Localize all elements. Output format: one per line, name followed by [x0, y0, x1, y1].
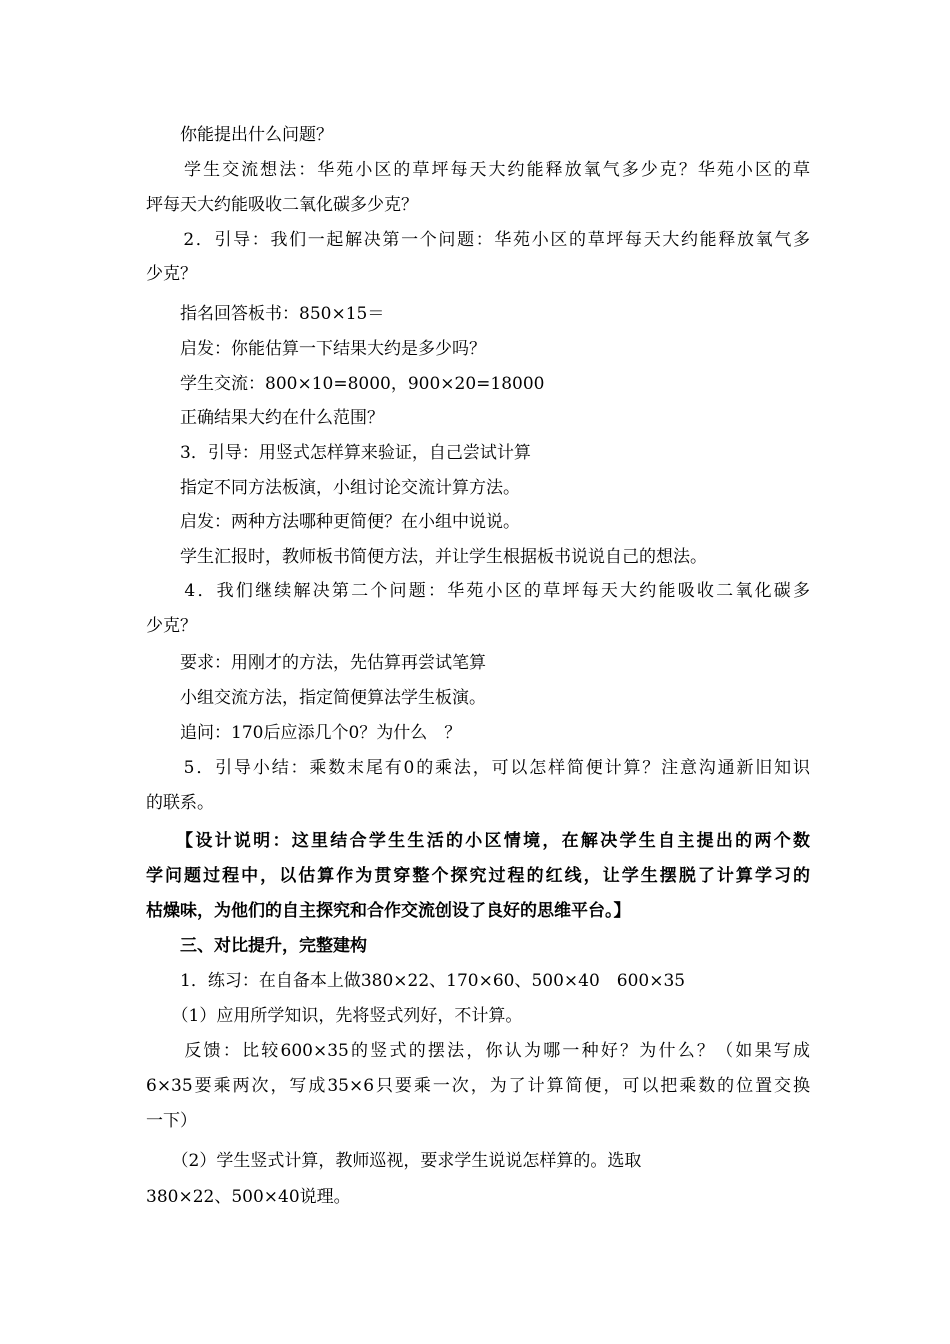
text-line-18: 追问：170后应添几个0？为什么 ？	[146, 723, 462, 743]
text-line-15: 少克？	[146, 616, 197, 636]
text-line-30: （2）学生竖式计算，教师巡视，要求学生说说怎样算的。选取	[146, 1151, 642, 1171]
text-line-3: 坪每天大约能吸收二氧化碳多少克？	[146, 195, 418, 215]
text-line-5: 少克？	[146, 264, 197, 284]
text-line-6: 指名回答板书：850×15＝	[146, 304, 385, 324]
design-note-line-2: 学问题过程中，以估算作为贯穿整个探究过程的红线，让学生摆脱了计算学习的	[146, 866, 810, 886]
text-line-1: 你能提出什么问题？	[146, 125, 333, 145]
text-line-12: 启发：两种方法哪种更简便？在小组中说说。	[146, 512, 520, 532]
text-line-17: 小组交流方法，指定简便算法学生板演。	[146, 688, 486, 708]
text-line-13: 学生汇报时，教师板书简便方法，并让学生根据板书说说自己的想法。	[146, 547, 707, 567]
text-line-4: 2．引导：我们一起解决第一个问题：华苑小区的草坪每天大约能释放氧气多	[146, 230, 810, 250]
text-line-11: 指定不同方法板演，小组讨论交流计算方法。	[146, 478, 520, 498]
text-line-10: 3．引导：用竖式怎样算来验证，自己尝试计算	[146, 443, 531, 463]
text-line-19: 5．引导小结：乘数末尾有0的乘法，可以怎样简便计算？注意沟通新旧知识	[146, 758, 810, 778]
text-line-16: 要求：用刚才的方法，先估算再尝试笔算	[146, 653, 486, 673]
text-line-2: 学生交流想法：华苑小区的草坪每天大约能释放氧气多少克？华苑小区的草	[146, 160, 810, 180]
text-line-31: 380×22、500×40说理。	[146, 1187, 351, 1207]
text-line-25: 1．练习：在自备本上做380×22、170×60、500×40 600×35	[146, 971, 686, 991]
text-line-26: （1）应用所学知识，先将竖式列好，不计算。	[146, 1006, 523, 1026]
design-note-line-1: 【设计说明：这里结合学生生活的小区情境，在解决学生自主提出的两个数	[146, 831, 810, 851]
text-line-8: 学生交流：800×10=8000，900×20=18000	[146, 374, 545, 394]
section-heading: 三、对比提升，完整建构	[146, 936, 367, 956]
text-line-27: 反馈：比较600×35的竖式的摆法，你认为哪一种好？为什么？（如果写成	[146, 1041, 810, 1061]
text-line-20: 的联系。	[146, 793, 214, 813]
text-line-28: 6×35要乘两次，写成35×6只要乘一次，为了计算简便，可以把乘数的位置交换	[146, 1076, 810, 1096]
text-line-29: 一下）	[146, 1111, 197, 1131]
design-note-line-3: 枯燥味，为他们的自主探究和合作交流创设了良好的思维平台。】	[146, 901, 631, 921]
text-line-14: 4．我们继续解决第二个问题：华苑小区的草坪每天大约能吸收二氧化碳多	[146, 581, 810, 601]
text-line-7: 启发：你能估算一下结果大约是多少吗？	[146, 339, 486, 359]
text-line-9: 正确结果大约在什么范围？	[146, 408, 384, 428]
